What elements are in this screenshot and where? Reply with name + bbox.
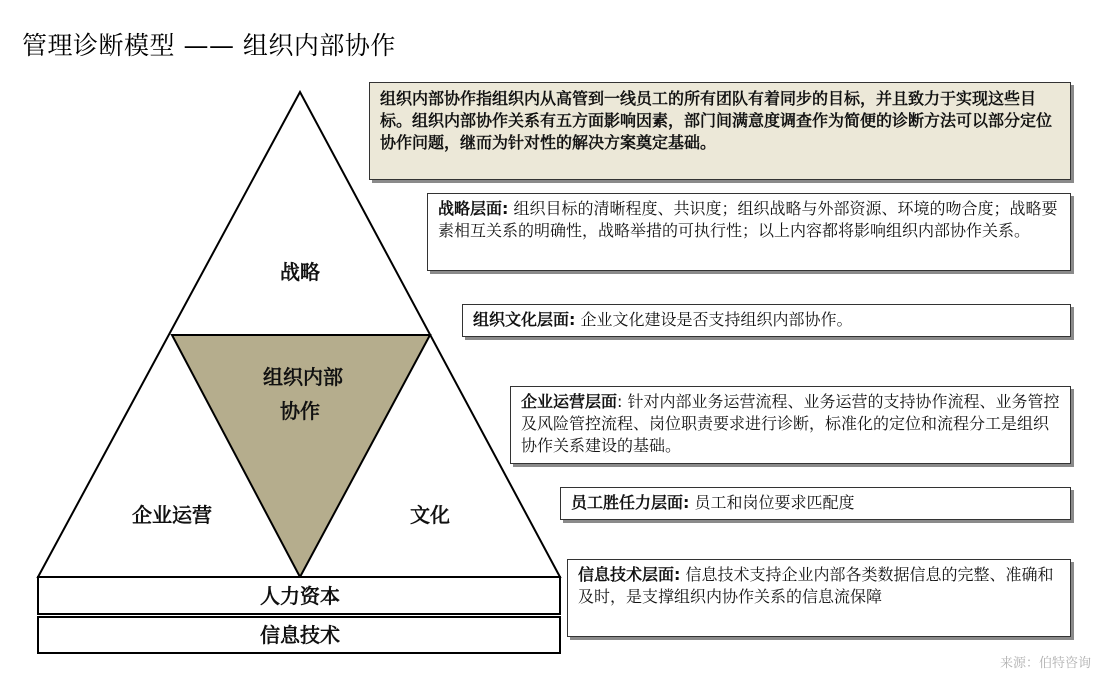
page-title: 管理诊断模型 —— 组织内部协作 xyxy=(22,31,396,60)
layer-text: : 针对内部业务运营流程、业务运营的支持协作流程、业务管控及风险管控流程、岗位职责要求进行诊断，标准化的定位和流程分工是组织协作关系建设的基础。 xyxy=(521,392,1060,455)
pyramid-label-center-1: 组织内部 xyxy=(263,365,343,389)
source-credit: 来源：伯特咨询 xyxy=(999,656,1091,671)
layer-box-competency xyxy=(560,487,1071,520)
pyramid-label-center-2: 协作 xyxy=(280,399,320,423)
layer-label: 员工胜任力层面: xyxy=(571,493,690,512)
pyramid-label-strategy: 战略 xyxy=(280,260,320,284)
pyramid-label-operations: 企业运营 xyxy=(132,503,212,527)
base-label-it: 信息技术 xyxy=(260,623,340,647)
intro-box xyxy=(369,82,1071,180)
layer-box-culture xyxy=(462,304,1071,337)
intro-text: 组织内部协作指组织内从高管到一线员工的所有团队有着同步的目标，并且致力于实现这些目标。组织内部协作关系有五方面影响因素，部门间满意度调查作为简便的诊断方法可以部分定位协作问题，继而为针对性的解决方案奠定基础。 xyxy=(380,89,1053,152)
layer-label: 信息技术层面: xyxy=(578,565,681,584)
pyramid-label-culture: 文化 xyxy=(410,503,450,527)
layer-box-operations xyxy=(510,386,1071,464)
base-label-hr: 人力资本 xyxy=(260,584,340,608)
layer-text: 企业文化建设是否支持组织内部协作。 xyxy=(575,310,853,329)
layer-text: 组织目标的清晰程度、共识度；组织战略与外部资源、环境的吻合度；战略要素相互关系的明确性，战略举措的可执行性；以上内容都将影响组织内部协作关系。 xyxy=(438,199,1058,240)
layer-label: 战略层面: xyxy=(438,199,509,218)
layer-text: 信息技术支持企业内部各类数据信息的完整、准确和及时，是支撑组织内协作关系的信息流保障 xyxy=(578,565,1054,606)
layer-box-it xyxy=(567,559,1071,637)
layer-text: 员工和岗位要求匹配度 xyxy=(689,493,855,512)
layer-label: 组织文化层面: xyxy=(473,310,576,329)
layer-label: 企业运营层面 xyxy=(521,392,618,411)
layer-box-strategy xyxy=(427,193,1071,271)
